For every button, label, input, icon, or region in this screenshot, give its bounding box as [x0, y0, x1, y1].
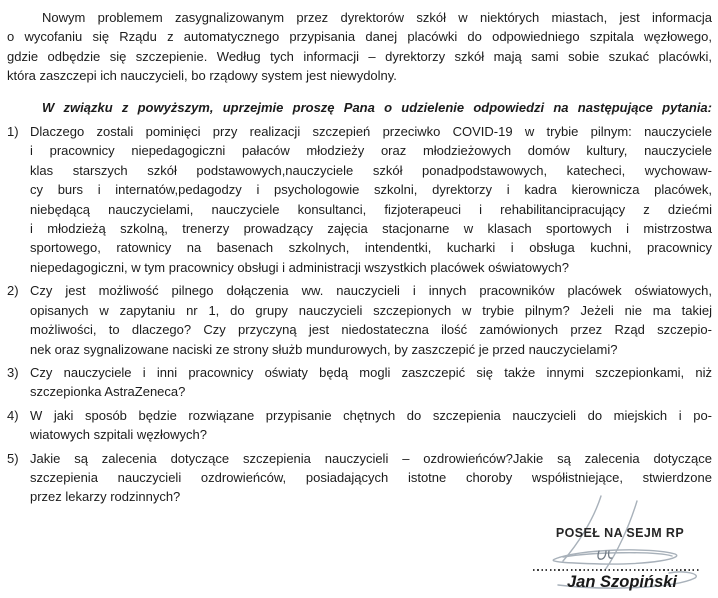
question-number: 4) [7, 407, 19, 423]
intro-paragraph [7, 8, 712, 86]
question-text [30, 122, 712, 277]
text-line: niepedagogiczni, w tym pracownicy obsługi i administracji wszystkich placówek oświatowych? [30, 259, 570, 275]
text-line: Jakie są zalecenia dotyczące szczepienia nauczycieli – ozdrowieńców?Jakie są zalecenia dotyczące [30, 450, 712, 466]
text-line: niebędącą nauczycielami, nauczyciele konsultanci, fizjoterapeuci i rehabilitancipracujący z dziećmi [30, 201, 712, 217]
text-line: i pracownicy niepedagogiczni pałaców młodzieży oraz młodzieżowych domów kultury, nauczyciele [30, 143, 712, 159]
text-line: cy burs i internatów,pedagodzy i psychologowie szkolni, dyrektorzy i kadra kierownicza placówek, [30, 182, 712, 198]
question-item [7, 281, 712, 359]
signature-block [533, 493, 715, 595]
question-number: 3) [7, 364, 19, 380]
text-line: możliwości, to dlaczego? Czy przyczyną jest niedostateczna ilość zamówionych przez Rząd szczepio- [30, 322, 712, 338]
question-item [7, 363, 712, 402]
questions-list [7, 122, 712, 507]
question-text [30, 281, 712, 359]
text-line: klas starszych szkół podstawowych,nauczyciele szkół ponadpodstawowych, katecheci, wychowaw- [30, 162, 712, 178]
question-item [7, 406, 712, 445]
text-line: szczepionka AstraZeneca? [30, 384, 186, 400]
text-line: wiatowych szpitali węzłowych? [30, 427, 208, 443]
signature-title: POSEŁ NA SEJM RP [555, 526, 685, 540]
text-line: i młodzieżą szkolną, trenerzy prowadzący zajęcia stacjonarne w klasach sportowych i mistrzostwa [30, 221, 712, 237]
question-number: 5) [7, 450, 19, 466]
text-line: szczepienia nauczycieli ozdrowieńców, posiadających istotne choroby współistniejące, stwierdzone [30, 469, 712, 485]
text-line: gdzie odbędzie się szczepienie. Według tych informacji – dyrektorzy szkół mają sami sobie szukać placówki, [7, 48, 712, 64]
text-line: Dlaczego zostali pominięci przy realizacji szczepień przeciwko COVID-19 w trybie pilnym: nauczyciele [30, 124, 712, 140]
signature-dotted-line [533, 569, 700, 571]
text-line: opisanych w zapytaniu nr 1, do grupy nauczycieli szczepionych w trybie pilnym? Jeżeli nie ma takiej [30, 302, 712, 318]
text-line: o wycofaniu się Rządu z automatycznego przypisania danej placówki do odpowiedniego szpitala węzłowego, [7, 29, 712, 45]
question-item [7, 122, 712, 277]
question-number: 2) [7, 283, 19, 299]
question-text [30, 363, 712, 402]
question-number: 1) [7, 124, 19, 140]
question-text [30, 406, 712, 445]
signature-name: Jan Szopiński [566, 573, 678, 591]
text-line: przez lekarzy rodzinnych? [30, 489, 181, 505]
text-line: sportowego, ratownicy na basenach szkolnych, intendentki, kucharki i obsługa kuchni, pracownicy [30, 240, 712, 256]
text-line: nek oraz sygnalizowane naciski ze strony służb mundurowych, by zaszczepić je przed nauczycielami? [30, 341, 618, 357]
text-line: W jaki sposób będzie rozwiązane przypisanie chętnych do szczepienia nauczycieli do miejskich i po- [30, 407, 712, 423]
text-line: która zaszczepi ich nauczycieli, bo rządowy system jest niewydolny. [7, 68, 397, 84]
text-line: Czy nauczyciele i inni pracownicy oświaty będą mogli zaszczepić się także innymi szczepionkami, niż [30, 364, 712, 380]
request-line: W związku z powyższym, uprzejmie proszę Pana o udzielenie odpowiedzi na następujące pytania: [42, 99, 712, 115]
text-line: Nowym problemem zasygnalizowanym przez dyrektorów szkół w niektórych miastach, jest informacja [42, 10, 712, 25]
text-line: Czy jest możliwość pilnego dołączenia ww. nauczycieli i innych pracowników placówek oświatowych, [30, 283, 712, 299]
